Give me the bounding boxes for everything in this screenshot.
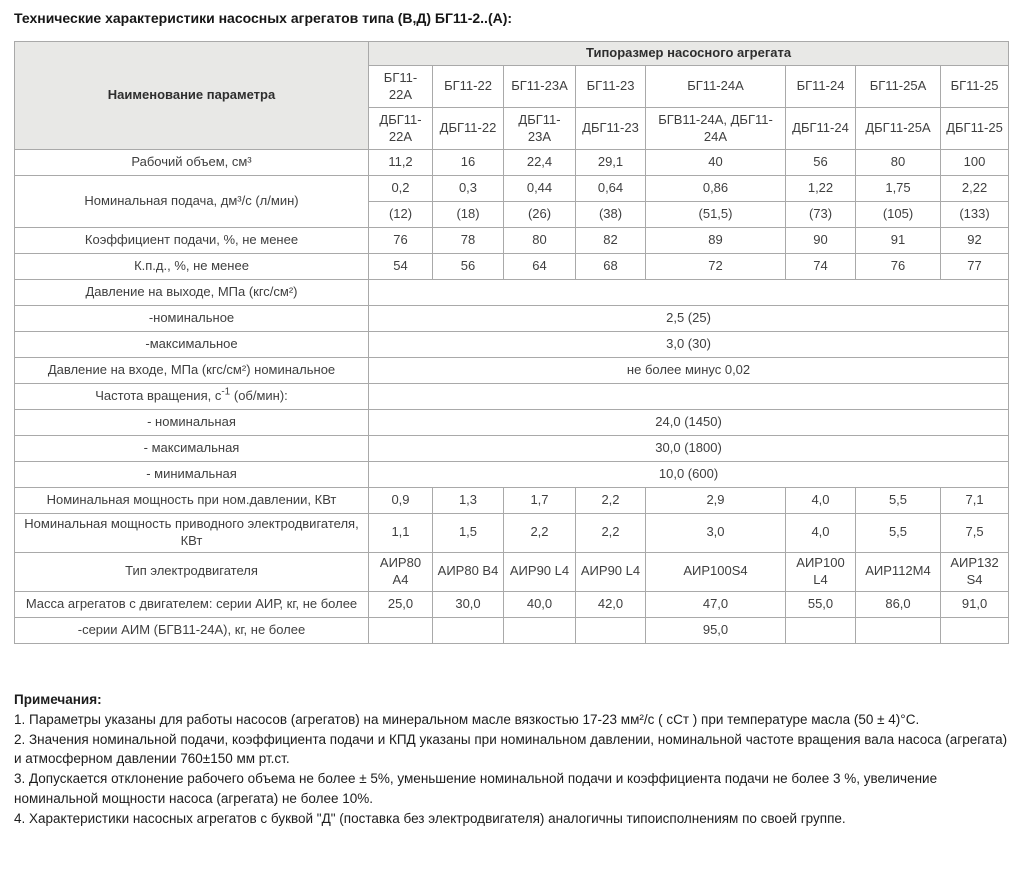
value-cell: 22,4 bbox=[504, 150, 576, 176]
table-row bbox=[15, 462, 1009, 488]
param-label-text: (об/мин): bbox=[230, 388, 288, 404]
value-cell: 56 bbox=[433, 254, 504, 280]
value-cell: 82 bbox=[576, 228, 646, 254]
param-label-cell: Номинальная подача, дм³/с (л/мин) bbox=[15, 176, 369, 228]
value-cell: 76 bbox=[369, 228, 433, 254]
value-cell: 74 bbox=[786, 254, 856, 280]
merged-value-cell bbox=[369, 384, 1009, 410]
value-cell: 1,7 bbox=[504, 488, 576, 514]
param-label-cell: -максимальное bbox=[15, 332, 369, 358]
value-cell: 2,2 bbox=[576, 514, 646, 553]
param-label-cell: К.п.д., %, не менее bbox=[15, 254, 369, 280]
value-cell: 68 bbox=[576, 254, 646, 280]
value-cell: 0,9 bbox=[369, 488, 433, 514]
value-cell: 40,0 bbox=[504, 591, 576, 617]
param-label-cell: Номинальная мощность приводного электродвигателя, КВт bbox=[15, 514, 369, 553]
note-item: 4. Характеристики насосных агрегатов с буквой "Д" (поставка без электродвигателя) аналогичны типоисполнениям по своей группе. bbox=[14, 811, 846, 827]
merged-value-cell: 2,5 (25) bbox=[369, 306, 1009, 332]
value-cell: 42,0 bbox=[576, 591, 646, 617]
notes-section bbox=[14, 690, 1014, 830]
spec-table bbox=[14, 41, 1009, 644]
param-label-cell: - максимальная bbox=[15, 436, 369, 462]
notes-heading: Примечания: bbox=[14, 691, 102, 707]
value-cell: АИР100 L4 bbox=[786, 552, 856, 591]
model-cell: ДБГ11-23 bbox=[576, 108, 646, 150]
value-cell: (18) bbox=[433, 202, 504, 228]
merged-value-cell: 3,0 (30) bbox=[369, 332, 1009, 358]
value-cell: 25,0 bbox=[369, 591, 433, 617]
value-cell bbox=[369, 617, 433, 643]
param-label-cell: Масса агрегатов с двигателем: серии АИР, кг, не более bbox=[15, 591, 369, 617]
value-cell: 55,0 bbox=[786, 591, 856, 617]
value-cell: 92 bbox=[941, 228, 1009, 254]
table-row bbox=[15, 254, 1009, 280]
model-cell: БГ11-22 bbox=[433, 66, 504, 108]
group-header: Типоразмер насосного агрегата bbox=[369, 42, 1009, 66]
table-row bbox=[15, 617, 1009, 643]
table-row bbox=[15, 384, 1009, 410]
value-cell: (73) bbox=[786, 202, 856, 228]
value-cell: 64 bbox=[504, 254, 576, 280]
value-cell: 91 bbox=[856, 228, 941, 254]
table-row bbox=[15, 410, 1009, 436]
table-row bbox=[15, 358, 1009, 384]
note-item: 2. Значения номинальной подачи, коэффициента подачи и КПД указаны при номинальном давлении, номинальной частоте вращения вала насоса (агрегата) и атмосферном давлении 760±150 мм рт.ст. bbox=[14, 731, 1008, 767]
value-cell bbox=[786, 617, 856, 643]
value-cell: 4,0 bbox=[786, 514, 856, 553]
value-cell: 77 bbox=[941, 254, 1009, 280]
table-row bbox=[15, 228, 1009, 254]
header-row bbox=[15, 42, 1009, 66]
value-cell: 16 bbox=[433, 150, 504, 176]
param-label-text: Частота вращения, с bbox=[95, 388, 222, 404]
value-cell: 78 bbox=[433, 228, 504, 254]
model-cell: ДБГ11-23А bbox=[504, 108, 576, 150]
value-cell: 54 bbox=[369, 254, 433, 280]
note-item: 1. Параметры указаны для работы насосов (агрегатов) на минеральном масле вязкостью 17-23 мм²/с ( сСт ) при температуре масла (50 ± 4)°С. bbox=[14, 711, 920, 727]
merged-value-cell: 10,0 (600) bbox=[369, 462, 1009, 488]
value-cell: (133) bbox=[941, 202, 1009, 228]
value-cell: АИР80 А4 bbox=[369, 552, 433, 591]
page-title: Технические характеристики насосных агрегатов типа (В,Д) БГ11-2..(А): bbox=[14, 10, 513, 26]
value-cell: 56 bbox=[786, 150, 856, 176]
value-cell: 11,2 bbox=[369, 150, 433, 176]
value-cell: 5,5 bbox=[856, 514, 941, 553]
value-cell: 91,0 bbox=[941, 591, 1009, 617]
value-cell: 29,1 bbox=[576, 150, 646, 176]
table-row bbox=[15, 514, 1009, 553]
value-cell: 2,9 bbox=[646, 488, 786, 514]
value-cell bbox=[856, 617, 941, 643]
merged-value-cell: 24,0 (1450) bbox=[369, 410, 1009, 436]
note-item: 3. Допускается отклонение рабочего объема не более ± 5%, уменьшение номинальной подачи и коэффициента подачи не более 3 %, увеличение номинальной мощности насоса (агрегата) не более 10%. bbox=[14, 771, 938, 807]
param-label-cell bbox=[15, 384, 369, 410]
value-cell: 100 bbox=[941, 150, 1009, 176]
value-cell: АИР90 L4 bbox=[504, 552, 576, 591]
value-cell: 2,2 bbox=[504, 514, 576, 553]
table-row bbox=[15, 150, 1009, 176]
value-cell: 86,0 bbox=[856, 591, 941, 617]
table-row bbox=[15, 591, 1009, 617]
merged-value-cell bbox=[369, 280, 1009, 306]
value-cell: АИР80 В4 bbox=[433, 552, 504, 591]
param-label-cell: Тип электродвигателя bbox=[15, 552, 369, 591]
value-cell: 0,44 bbox=[504, 176, 576, 202]
model-cell: БГВ11-24А, ДБГ11-24А bbox=[646, 108, 786, 150]
value-cell: 5,5 bbox=[856, 488, 941, 514]
value-cell: 7,5 bbox=[941, 514, 1009, 553]
value-cell: 47,0 bbox=[646, 591, 786, 617]
value-cell: 7,1 bbox=[941, 488, 1009, 514]
param-column-header: Наименование параметра bbox=[15, 42, 369, 150]
value-cell: 1,3 bbox=[433, 488, 504, 514]
value-cell: 2,2 bbox=[576, 488, 646, 514]
value-cell: 30,0 bbox=[433, 591, 504, 617]
value-cell: 76 bbox=[856, 254, 941, 280]
value-cell: (38) bbox=[576, 202, 646, 228]
model-cell: БГ11-24А bbox=[646, 66, 786, 108]
param-label-cell: -номинальное bbox=[15, 306, 369, 332]
param-label-cell: Давление на выходе, МПа (кгс/см²) bbox=[15, 280, 369, 306]
table-row bbox=[15, 332, 1009, 358]
value-cell: 95,0 bbox=[646, 617, 786, 643]
table-row bbox=[15, 176, 1009, 202]
value-cell: 72 bbox=[646, 254, 786, 280]
model-cell: ДБГ11-22 bbox=[433, 108, 504, 150]
model-cell: БГ11-23 bbox=[576, 66, 646, 108]
table-row bbox=[15, 436, 1009, 462]
value-cell bbox=[941, 617, 1009, 643]
model-cell: ДБГ11-24 bbox=[786, 108, 856, 150]
value-cell: 1,5 bbox=[433, 514, 504, 553]
table-row bbox=[15, 306, 1009, 332]
table-row bbox=[15, 552, 1009, 591]
value-cell: АИР90 L4 bbox=[576, 552, 646, 591]
table-row bbox=[15, 488, 1009, 514]
param-label-cell: Номинальная мощность при ном.давлении, КВт bbox=[15, 488, 369, 514]
model-cell: БГ11-25А bbox=[856, 66, 941, 108]
model-cell: ДБГ11-25 bbox=[941, 108, 1009, 150]
value-cell: 0,64 bbox=[576, 176, 646, 202]
value-cell: (51,5) bbox=[646, 202, 786, 228]
model-cell: ДБГ11-22А bbox=[369, 108, 433, 150]
value-cell: 4,0 bbox=[786, 488, 856, 514]
value-cell: 0,2 bbox=[369, 176, 433, 202]
value-cell: АИР112М4 bbox=[856, 552, 941, 591]
model-cell: БГ11-25 bbox=[941, 66, 1009, 108]
merged-value-cell: не более минус 0,02 bbox=[369, 358, 1009, 384]
param-label-cell: Коэффициент подачи, %, не менее bbox=[15, 228, 369, 254]
value-cell: 90 bbox=[786, 228, 856, 254]
value-cell: 2,22 bbox=[941, 176, 1009, 202]
value-cell: АИР100S4 bbox=[646, 552, 786, 591]
value-cell: АИР132 S4 bbox=[941, 552, 1009, 591]
value-cell: 1,75 bbox=[856, 176, 941, 202]
param-label-cell: Рабочий объем, см³ bbox=[15, 150, 369, 176]
value-cell: 1,1 bbox=[369, 514, 433, 553]
value-cell: 3,0 bbox=[646, 514, 786, 553]
value-cell: 0,86 bbox=[646, 176, 786, 202]
param-label-cell: - номинальная bbox=[15, 410, 369, 436]
value-cell: (12) bbox=[369, 202, 433, 228]
value-cell: 80 bbox=[856, 150, 941, 176]
table-row bbox=[15, 280, 1009, 306]
value-cell bbox=[433, 617, 504, 643]
value-cell bbox=[504, 617, 576, 643]
merged-value-cell: 30,0 (1800) bbox=[369, 436, 1009, 462]
value-cell: (26) bbox=[504, 202, 576, 228]
value-cell bbox=[576, 617, 646, 643]
model-cell: БГ11-22А bbox=[369, 66, 433, 108]
superscript: -1 bbox=[221, 386, 231, 398]
param-label-cell: - минимальная bbox=[15, 462, 369, 488]
model-cell: ДБГ11-25А bbox=[856, 108, 941, 150]
value-cell: (105) bbox=[856, 202, 941, 228]
value-cell: 0,3 bbox=[433, 176, 504, 202]
param-label-cell: -серии АИМ (БГВ11-24А), кг, не более bbox=[15, 617, 369, 643]
value-cell: 89 bbox=[646, 228, 786, 254]
model-cell: БГ11-23А bbox=[504, 66, 576, 108]
value-cell: 80 bbox=[504, 228, 576, 254]
value-cell: 1,22 bbox=[786, 176, 856, 202]
model-cell: БГ11-24 bbox=[786, 66, 856, 108]
value-cell: 40 bbox=[646, 150, 786, 176]
param-label-cell: Давление на входе, МПа (кгс/см²) номинальное bbox=[15, 358, 369, 384]
